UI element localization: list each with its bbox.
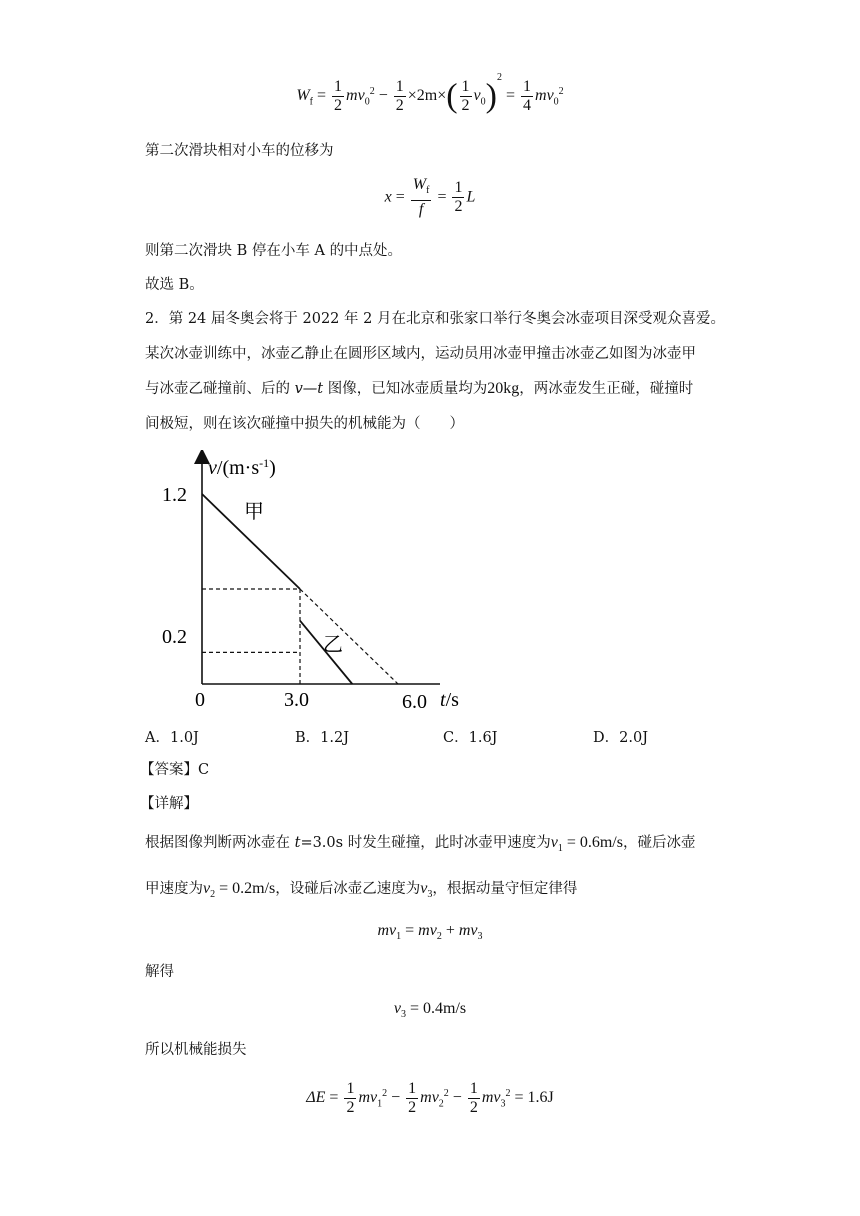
eq-mom-m1: mv (377, 922, 397, 939)
eq-mom-s2: 2 (436, 931, 442, 943)
equation-work-friction (0, 71, 860, 115)
eq-loss-s3: 3 (500, 1098, 506, 1110)
question-line-3 (145, 378, 693, 400)
eq-loss-sq1: 2 (382, 1087, 388, 1099)
eq-x-equals: = (395, 188, 405, 206)
eq-x-frac1 (411, 176, 432, 219)
eq-loss-mv1: mv (358, 1089, 378, 1107)
eq-wf-equals2: = (505, 87, 516, 105)
eq-loss-sq2: 2 (443, 1087, 449, 1099)
question-line-3a: 与冰壶乙碰撞前、后的 (145, 381, 295, 397)
equation-momentum (0, 922, 860, 942)
series-line-1-0 (300, 589, 398, 684)
eq-loss-minus2: − (452, 1089, 466, 1107)
eq-wf-v0-sub2: 0 (480, 96, 486, 108)
eq-wf-frac2-num: 1 (395, 78, 404, 95)
eq-loss-frac3-den: 2 (469, 1099, 478, 1116)
text-solve: 解得 (145, 964, 174, 980)
eq-wf-frac1 (332, 78, 344, 115)
text-energy-loss: 所以机械能损失 (145, 1042, 247, 1058)
eq-wf-equals: = (317, 87, 327, 105)
eq-wf-lparen: ( (446, 77, 458, 115)
detail-l2-b: ，设碰后冰壶乙速度为 (275, 881, 421, 897)
option-d-letter: D． (593, 730, 620, 746)
eq-v3-val: = 0.4m/s (405, 1000, 467, 1017)
detail-l2-v2-sub: 2 (210, 889, 216, 901)
eq-wf-v0-sub3: 0 (553, 96, 559, 108)
text-choose: 故选 B。 (145, 277, 204, 293)
eq-loss-frac2-num: 1 (408, 1080, 417, 1097)
eq-wf-sq3: 2 (558, 85, 564, 97)
eq-loss-s1: 1 (377, 1098, 383, 1110)
y-tick-1-2: 1.2 (162, 484, 187, 506)
eq-x-num-w: W (412, 176, 427, 193)
eq-wf-frac2 (394, 78, 406, 115)
option-c-value: 1.6J (468, 730, 498, 746)
detail-l1-v1-sym: v (550, 834, 558, 851)
eq-x-L: L (466, 188, 476, 206)
x-axis-label: t/s (440, 689, 459, 711)
eq-wf-sq1: 2 (369, 85, 375, 97)
eq-mom-m3: mv (458, 922, 478, 939)
eq-loss-s2: 2 (438, 1098, 444, 1110)
eq-wf-lhs: W (296, 87, 310, 105)
eq-loss-equals: = (325, 1089, 343, 1107)
eq-wf-frac3-den: 2 (461, 97, 470, 114)
eq-x-frac2-den: 2 (454, 198, 463, 216)
eq-wf-frac4-num: 1 (523, 78, 532, 95)
eq-loss-frac2-den: 2 (408, 1099, 417, 1116)
eq-loss-frac1-num: 1 (346, 1080, 355, 1097)
detail-l2-v3 (420, 880, 433, 901)
eq-wf-mv: mv (346, 87, 365, 105)
question-line-4: 间极短，则在该次碰撞中损失的机械能为（ ） (145, 416, 464, 432)
answer-line: 【答案】C (140, 762, 210, 778)
eq-loss-mv2: mv (420, 1089, 439, 1107)
detail-l1-b: =3.0s 时发生碰撞，此时冰壶甲速度为 (300, 835, 551, 851)
eq-wf-frac3 (460, 78, 472, 115)
detail-l2-v3-sub: 3 (427, 889, 433, 901)
detail-l1-v1-sub: 1 (557, 843, 563, 855)
option-a-letter: A． (145, 730, 170, 746)
detail-l1-v1 (550, 834, 623, 855)
eq-wf-frac4-den: 4 (523, 97, 532, 114)
equation-energy-loss (0, 1080, 860, 1117)
y-axis-label-rest: /(m·s (216, 457, 260, 479)
eq-wf-frac4 (521, 78, 533, 115)
eq-x-frac1-num (411, 176, 432, 201)
eq-mom-equals: = (401, 922, 419, 939)
eq-x-frac2-num: 1 (454, 179, 463, 197)
option-b-value: 1.2J (320, 730, 350, 746)
option-c[interactable] (443, 726, 497, 747)
eq-loss-frac3-num: 1 (469, 1080, 478, 1097)
eq-wf-frac2-den: 2 (395, 97, 404, 114)
y-tick-0-2: 0.2 (162, 626, 187, 648)
label-jia: 甲 (244, 501, 264, 523)
question-line-1: 2．第 24 届冬奥会将于 2022 年 2 月在北京和张家口举行冬奥会冰壶项目深受观众喜爱。 (145, 311, 725, 327)
text-relative-displacement: 第二次滑块相对小车的位移为 (145, 143, 334, 159)
eq-v3-sym: v (393, 1000, 401, 1017)
option-d[interactable] (593, 726, 648, 747)
eq-wf-v0-sub: 0 (364, 96, 370, 108)
text-conclusion: 则第二次滑块 B 停在小车 A 的中点处。 (145, 243, 403, 259)
equation-v3 (0, 1000, 860, 1020)
eq-loss-frac1 (344, 1080, 356, 1117)
question-line-2: 某次冰壶训练中，冰壶乙静止在圆形区域内，运动员用冰壶甲撞击冰壶乙如图为冰壶甲 (145, 346, 696, 362)
x-tick-0: 0 (195, 689, 205, 711)
option-c-letter: C． (443, 730, 469, 746)
eq-wf-lhs-sub: f (309, 96, 313, 108)
option-d-value: 2.0J (619, 730, 649, 746)
option-a[interactable] (145, 726, 199, 747)
label-yi: 乙 (323, 634, 343, 656)
detail-l2-v2 (203, 880, 276, 901)
detail-l2-v3-sym: v (420, 880, 428, 897)
question-line-3b: 图像，已知冰壶质量均为 (323, 381, 488, 397)
eq-wf-minus: − (378, 87, 388, 105)
option-a-value: 1.0J (169, 730, 199, 746)
eq-x-num-sub: f (426, 185, 430, 197)
detail-l2-v2-val: = 0.2m/s (215, 880, 276, 897)
chart-marks (202, 494, 398, 684)
eq-loss-frac1-den: 2 (346, 1099, 355, 1116)
option-b-letter: B． (295, 730, 321, 746)
equation-displacement (0, 176, 860, 219)
eq-mom-m2: mv (418, 922, 437, 939)
eq-wf-frac3-num: 1 (461, 78, 470, 95)
eq-wf-frac1-num: 1 (334, 78, 343, 95)
eq-wf-rparen: ) (485, 77, 497, 115)
eq-loss-minus1: − (391, 1089, 405, 1107)
eq-wf-times: ×2m× (407, 87, 447, 105)
eq-x-den-f: f (418, 201, 424, 219)
detail-l2-a: 甲速度为 (145, 881, 203, 897)
eq-loss-result: = 1.6J (514, 1089, 554, 1107)
option-b[interactable] (295, 726, 349, 747)
detail-l1-c: ，碰后冰壶 (622, 835, 696, 851)
eq-mom-s1: 1 (396, 931, 402, 943)
eq-x-frac2 (452, 179, 464, 216)
question-line-3c: ，两冰壶发生正碰，碰撞时 (519, 381, 694, 397)
detail-l2-v2-sym: v (203, 880, 211, 897)
eq-loss-sq3: 2 (505, 1087, 511, 1099)
vt-chart (150, 450, 480, 720)
eq-loss-delta: ΔE (306, 1089, 326, 1107)
y-axis-label: $v/(m\cdot s^{-1})$ (208, 456, 276, 479)
detail-heading: 【详解】 (140, 796, 198, 812)
question-vt: v—t (294, 381, 324, 397)
eq-wf-mv2: mv (535, 87, 554, 105)
eq-x-frac1-den (411, 201, 432, 219)
detail-l1-t: t (294, 835, 301, 851)
detail-l2-c: ，根据动量守恒定律得 (432, 881, 578, 897)
eq-mom-s3: 3 (477, 931, 483, 943)
eq-loss-mv3: mv (481, 1089, 501, 1107)
eq-v3-sub: 3 (400, 1009, 406, 1021)
eq-wf-sq2: 2 (496, 71, 502, 83)
eq-wf-v0: v (473, 87, 481, 105)
x-tick-3: 3.0 (284, 689, 309, 711)
detail-l1-a: 根据图像判断两冰壶在 (145, 835, 295, 851)
eq-x-lhs: x (384, 188, 392, 206)
detail-line-2 (145, 878, 577, 906)
detail-line-1 (145, 832, 695, 860)
x-tick-6: 6.0 (402, 691, 427, 713)
question-mass: 20kg (487, 380, 520, 397)
detail-l1-v1-val: = 0.6m/s (562, 834, 623, 851)
eq-loss-frac3 (468, 1080, 480, 1117)
eq-x-equals2: = (437, 188, 447, 206)
eq-wf-frac1-den: 2 (334, 97, 343, 114)
eq-loss-frac2 (406, 1080, 418, 1117)
eq-mom-plus: + (441, 922, 459, 939)
